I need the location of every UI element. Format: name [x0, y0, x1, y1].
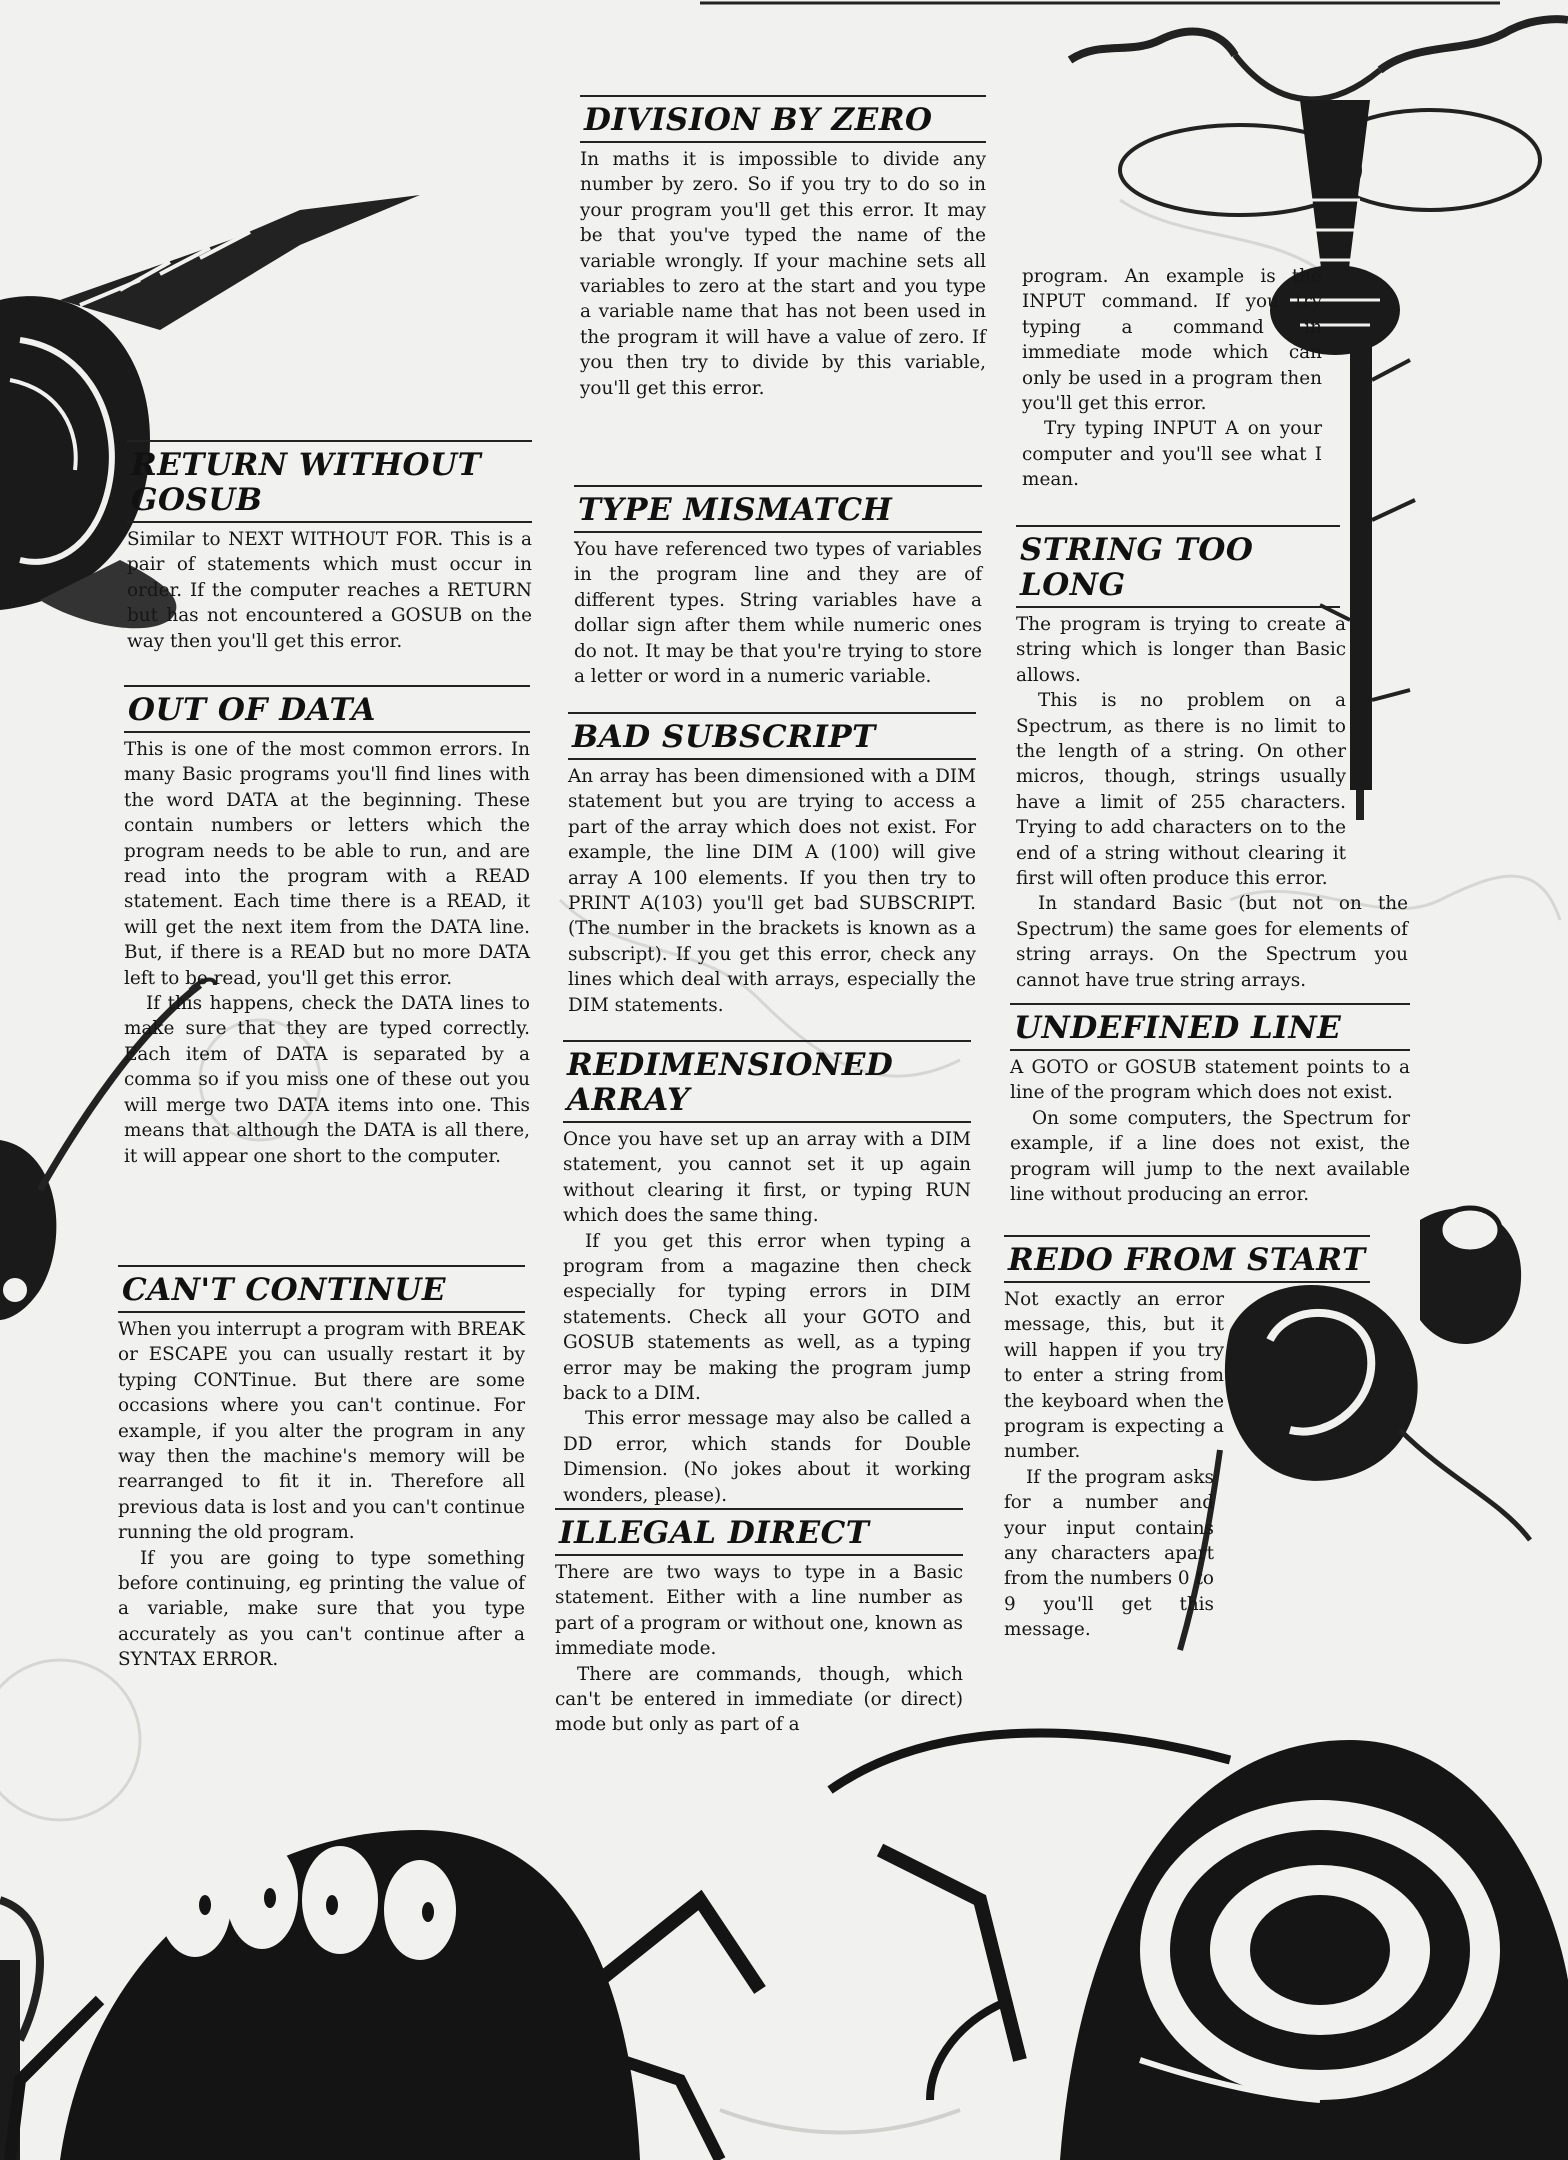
section-illegal-direct-continued: [1022, 260, 1322, 493]
section-return-without-gosub: [127, 440, 532, 654]
section-division-by-zero: [580, 95, 986, 401]
heading-division-by-zero: DIVISION BY ZERO: [580, 95, 986, 143]
paragraph: Similar to NEXT WITHOUT FOR. This is a pair of statements which must occur in order. If the computer reaches a RETURN but has not encountered a GOSUB on the way then you'll get this error.: [127, 529, 532, 652]
paragraph: If you are going to type something before continuing, eg printing the value of a variable, make sure that you type accurately as you can't continue after a SYNTAX ERROR.: [118, 1547, 525, 1671]
heading-string-too-long: STRING TOO LONG: [1016, 525, 1340, 608]
heading-out-of-data: OUT OF DATA: [124, 685, 530, 733]
paragraph: If you get this error when typing a program from a magazine then check especially for typing errors in DIM statements. Check all your GOTO and GOSUB statements as well, as a typing error may be making the program jump back to a DIM.: [563, 1230, 971, 1405]
paragraph: In standard Basic (but not on the Spectrum) the same goes for elements of string arrays. On the Spectrum you cannot have true string arrays.: [1016, 893, 1408, 991]
paragraph: In maths it is impossible to divide any number by zero. So if you try to do so in your program you'll get this error. It may be that you've typed the name of the variable wrongly. If your machine sets all variables to zero at the start and you type a variable name that has not been used in the program it will have a value of zero. If you then try to divide by this variable, you'll get this error.: [580, 149, 986, 399]
section-string-too-long: [1016, 525, 1408, 993]
heading-cant-continue: CAN'T CONTINUE: [118, 1265, 525, 1313]
section-type-mismatch: [574, 485, 982, 689]
section-undefined-line: [1010, 1003, 1410, 1207]
paragraph: Not exactly an error message, this, but it will happen if you try to enter a string from the keyboard when the program is expecting a number.: [1004, 1289, 1224, 1463]
heading-illegal-direct: ILLEGAL DIRECT: [555, 1508, 963, 1556]
paragraph: A GOTO or GOSUB statement points to a line of the program which does not exist.: [1010, 1057, 1410, 1104]
paragraph: On some computers, the Spectrum for example, if a line does not exist, the program will jump to the next available line without producing an error.: [1010, 1107, 1410, 1206]
paragraph: There are two ways to type in a Basic statement. Either with a line number as part of a program or without one, known as immediate mode.: [555, 1562, 963, 1660]
paragraph: An array has been dimensioned with a DIM statement but you are trying to access a part of the array which does not exist. For example, the line DIM A (100) will give array A 100 elements. If you then try to PRINT A(103) you'll get bad SUBSCRIPT. (The number in the brackets is known as a subscript). If you get this error, check any lines which deal with arrays, especially the DIM statements.: [568, 766, 976, 1016]
paragraph: The program is trying to create a string which is longer than Basic allows.: [1016, 614, 1346, 686]
section-cant-continue: [118, 1265, 525, 1673]
paragraph: Try typing INPUT A on your computer and you'll see what I mean.: [1022, 418, 1322, 491]
paragraph: This is one of the most common errors. In many Basic programs you'll find lines with the word DATA at the beginning. These contain numbers or letters which the program needs to be able to run, and are read into the program with a READ statement. Each time there is a READ, it will get the next item from the DATA line. But, if there is a READ but no more DATA left to be read, you'll get this error.: [124, 739, 530, 989]
heading-type-mismatch: TYPE MISMATCH: [574, 485, 982, 533]
heading-return-without-gosub: RETURN WITHOUT GOSUB: [127, 440, 532, 523]
paragraph: There are commands, though, which can't be entered in immediate (or direct) mode but only as part of a: [555, 1663, 963, 1736]
spider-creature-icon: [10, 1830, 760, 2160]
section-out-of-data: [124, 685, 530, 1169]
section-illegal-direct: [555, 1508, 963, 1738]
paragraph: Once you have set up an array with a DIM statement, you cannot set it up again without clearing it first, or typing RUN which does the same thing.: [563, 1129, 971, 1227]
paragraph: program. An example is the INPUT command. If you try typing a command in immediate mode which can only be used in a program then you'll get this error.: [1022, 266, 1322, 415]
paragraph: You have referenced two types of variables in the program line and they are of different types. String variables have a dollar sign after them while numeric ones do not. It may be that you're trying to store a letter or word in a numeric variable.: [574, 539, 982, 688]
paragraph: If this happens, check the DATA lines to make sure that they are typed correctly. Each item of DATA is separated by a comma so if you miss one of these out you will merge two DATA items into one. This means that although the DATA is all there, it will appear one short to the computer.: [124, 993, 530, 1167]
paragraph: When you interrupt a program with BREAK or ESCAPE you can usually restart it by typing CONTinue. But there are some occasions where you can't continue. For example, if you alter the program in any way then the machine's memory will be rearranged to fit it in. Therefore all previous data is lost and you can't continue running the old program.: [118, 1319, 525, 1544]
section-bad-subscript: [568, 712, 976, 1018]
paragraph: This error message may also be called a DD error, which stands for Double Dimension. (No jokes about it working wonders, please).: [563, 1408, 971, 1506]
big-eye-creature-icon: [720, 1733, 1568, 2160]
heading-undefined-line: UNDEFINED LINE: [1010, 1003, 1410, 1051]
paragraph: If the program asks for a number and your input contains any characters apart from the numbers 0 to 9 you'll get this message.: [1004, 1466, 1214, 1641]
paragraph: This is no problem on a Spectrum, as there is no limit to the length of a string. On other micros, though, strings usually have a limit of 255 characters. Trying to add characters on to the end of a string without clearing it first will often produce this error.: [1016, 690, 1346, 890]
heading-bad-subscript: BAD SUBSCRIPT: [568, 712, 976, 760]
heading-redimensioned-array: REDIMENSIONED ARRAY: [563, 1040, 971, 1123]
heading-redo-from-start: REDO FROM START: [1004, 1235, 1370, 1283]
section-redimensioned-array: [563, 1040, 971, 1508]
section-redo-from-start: [1004, 1235, 1370, 1643]
